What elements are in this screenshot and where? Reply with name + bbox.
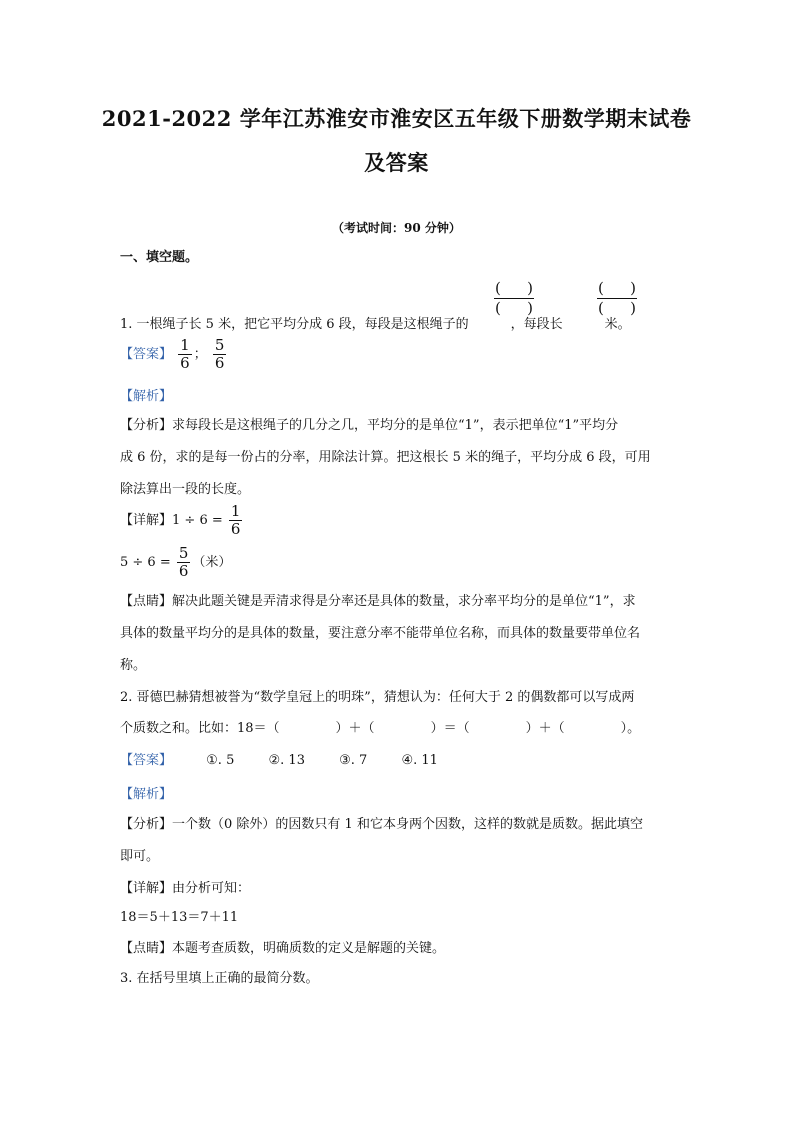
answer-tag: 【答案】 [120, 753, 173, 768]
section-heading: 一、填空题。 [120, 250, 199, 265]
fraction: $\frac{5}{6}$ [214, 336, 225, 372]
q1-stem: 1. 一根绳子长 5 米，把它平均分成 6 段，每段是这根绳子的 ，每段长 米。 [120, 317, 631, 332]
fraction: $\frac{1}{6}$ [230, 502, 241, 538]
q1-fenxi-line-3: 除法算出一段的长度。 [120, 482, 251, 497]
analysis-tag: 【解析】 [120, 787, 173, 802]
q2-answer: 【答案】 ①. 5 ②. 13 ③. 7 ④. 11 [120, 753, 438, 768]
fraction: $\frac{5}{6}$ [178, 544, 189, 580]
q1-dianjing-line-2: 具体的数量平均分的是具体的数量，要注意分率不能带单位名称，而具体的数量要带单位名 [120, 626, 641, 641]
q1-dianjing-line-1: 【点睛】解决此题关键是弄清求得是分率还是具体的数量，求分率平均分的是单位“1”，求 [120, 594, 636, 609]
q1-blank-fraction-2: ( ) ( ) [598, 279, 636, 317]
q2-xiangjie: 【详解】由分析可知： [120, 881, 251, 896]
q2-stem-line-2: 个质数之和。比如：18＝（ ）＋（ ）＝（ ）＋（ ）。 [120, 721, 641, 736]
title-line-1: 2021-2022 学年江苏淮安市淮安区五年级下册数学期末试卷 [101, 106, 692, 131]
q2-dianjing: 【点睛】本题考查质数，明确质数的定义是解题的关键。 [120, 941, 446, 956]
answer-tag: 【答案】 [120, 347, 173, 362]
title-line-2: 及答案 [364, 150, 429, 175]
q1-blank-fraction-1: ( ) ( ) [495, 279, 533, 317]
q1-dianjing-line-3: 称。 [120, 658, 147, 673]
q1-answer: 【答案】 $\frac{1}{6}$ ； $\frac{5}{6}$ [120, 336, 225, 372]
q3-stem: 3. 在括号里填上正确的最简分数。 [120, 971, 319, 986]
analysis-tag: 【解析】 [120, 389, 173, 404]
q1-xiangjie-eq2: 5 ÷ 6 = $\frac{5}{6}$ （米） [120, 544, 232, 580]
exam-time: （考试时间：90 分钟） [332, 221, 461, 235]
q2-stem-line-1: 2. 哥德巴赫猜想被誉为“数学皇冠上的明珠”，猜想认为：任何大于 2 的偶数都可以写成两 [120, 690, 635, 705]
q2-fenxi-line-1: 【分析】一个数（0 除外）的因数只有 1 和它本身两个因数，这样的数就是质数。据此填空 [120, 817, 643, 832]
q1-xiangjie-eq1: 【详解】1 ÷ 6 = $\frac{1}{6}$ [120, 502, 241, 538]
q1-fenxi-line-1: 【分析】求每段长是这根绳子的几分之几，平均分的是单位“1”，表示把单位“1”平均分 [120, 418, 619, 433]
q2-equation: 18＝5＋13＝7＋11 [120, 910, 239, 925]
fraction: $\frac{1}{6}$ [180, 336, 190, 372]
q2-fenxi-line-2: 即可。 [120, 849, 160, 864]
q1-fenxi-line-2: 成 6 份，求的是每一份占的分率，用除法计算。把这根长 5 米的绳子，平均分成 6 段，可用 [120, 450, 651, 465]
